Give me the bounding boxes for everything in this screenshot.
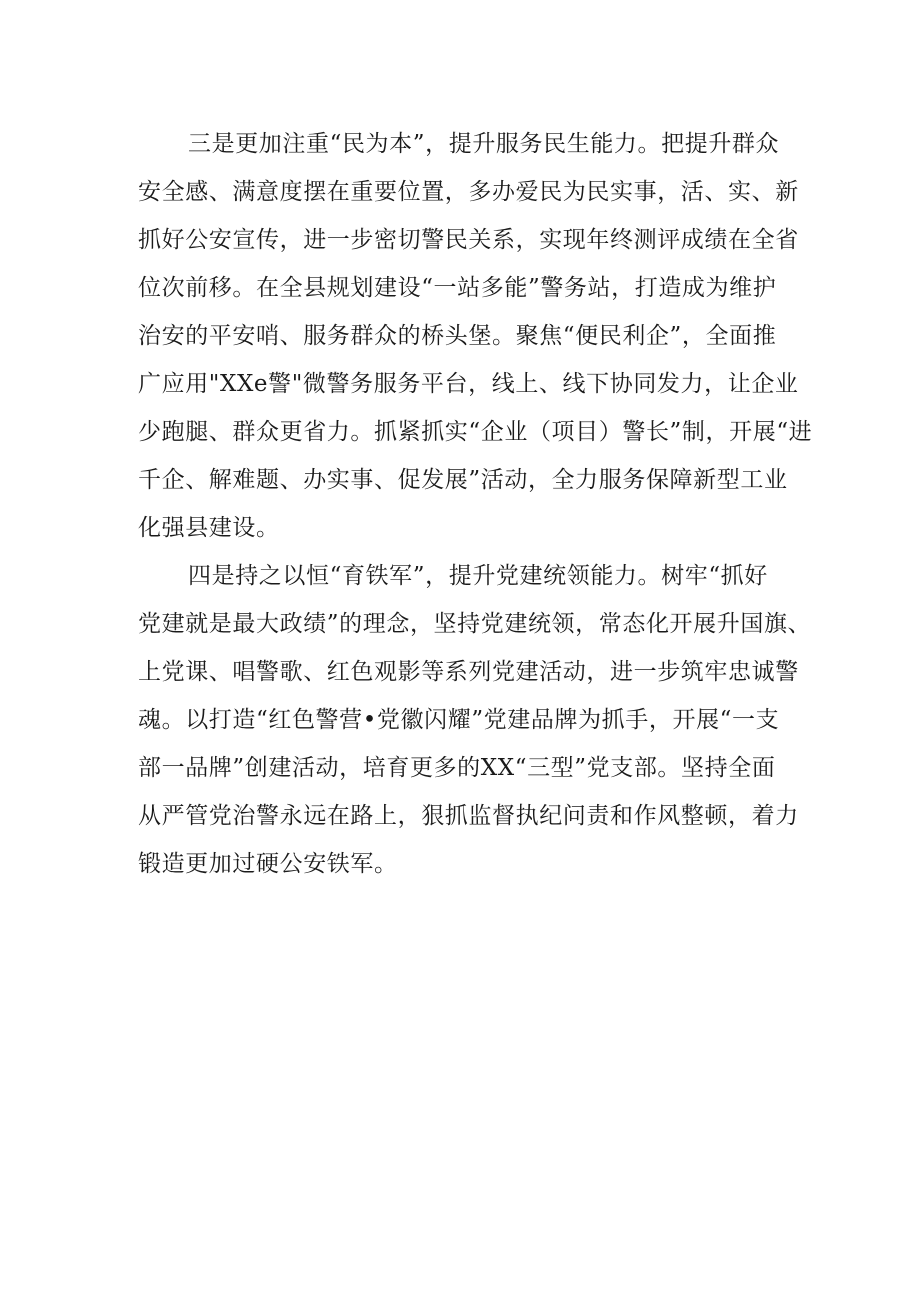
paragraph-4 xyxy=(138,552,812,888)
text-line: 广应用"XXe警"微警务服务平台，线上、线下协同发力，让企业 xyxy=(138,371,799,397)
text-line: 位次前移。在全县规划建设“一站多能”警务站，打造成为维护 xyxy=(138,275,777,301)
text-line: 安全感、满意度摆在重要位置，多办爱民为民实事，活、实、新 xyxy=(138,179,799,205)
text-line: 三是更加注重“民为本”，提升服务民生能力。把提升群众 xyxy=(188,131,780,157)
text-line: 锻造更加过硬公安铁军。 xyxy=(138,851,398,877)
text-line: 四是持之以恒“育铁军”，提升党建统领能力。树牢“抓好 xyxy=(188,563,768,589)
text-line: 从严管党治警永远在路上，狠抓监督执纪问责和作风整顿，着力 xyxy=(138,803,799,829)
document-body xyxy=(138,120,813,888)
paragraph-3 xyxy=(138,120,813,552)
text-line: 抓好公安宣传，进一步密切警民关系，实现年终测评成绩在全省 xyxy=(138,227,799,253)
text-line: 上党课、唱警歌、红色观影等系列党建活动，进一步筑牢忠诚警 xyxy=(138,659,799,685)
text-line: 化强县建设。 xyxy=(138,515,280,541)
text-line: 党建就是最大政绩”的理念，坚持党建统领，常态化开展升国旗、 xyxy=(138,611,812,637)
text-line: 少跑腿、群众更省力。抓紧抓实“企业（项目）警长”制，开展“进 xyxy=(138,419,813,445)
text-line: 千企、解难题、办实事、促发展”活动，全力服务保障新型工业 xyxy=(138,467,788,493)
text-line: 部一品牌”创建活动，培育更多的XX“三型”党支部。坚持全面 xyxy=(138,755,776,781)
text-line: 魂。以打造“红色警营•党徽闪耀”党建品牌为抓手，开展“一支 xyxy=(138,707,780,733)
text-line: 治安的平安哨、服务群众的桥头堡。聚焦“便民利企”，全面推 xyxy=(138,323,777,349)
